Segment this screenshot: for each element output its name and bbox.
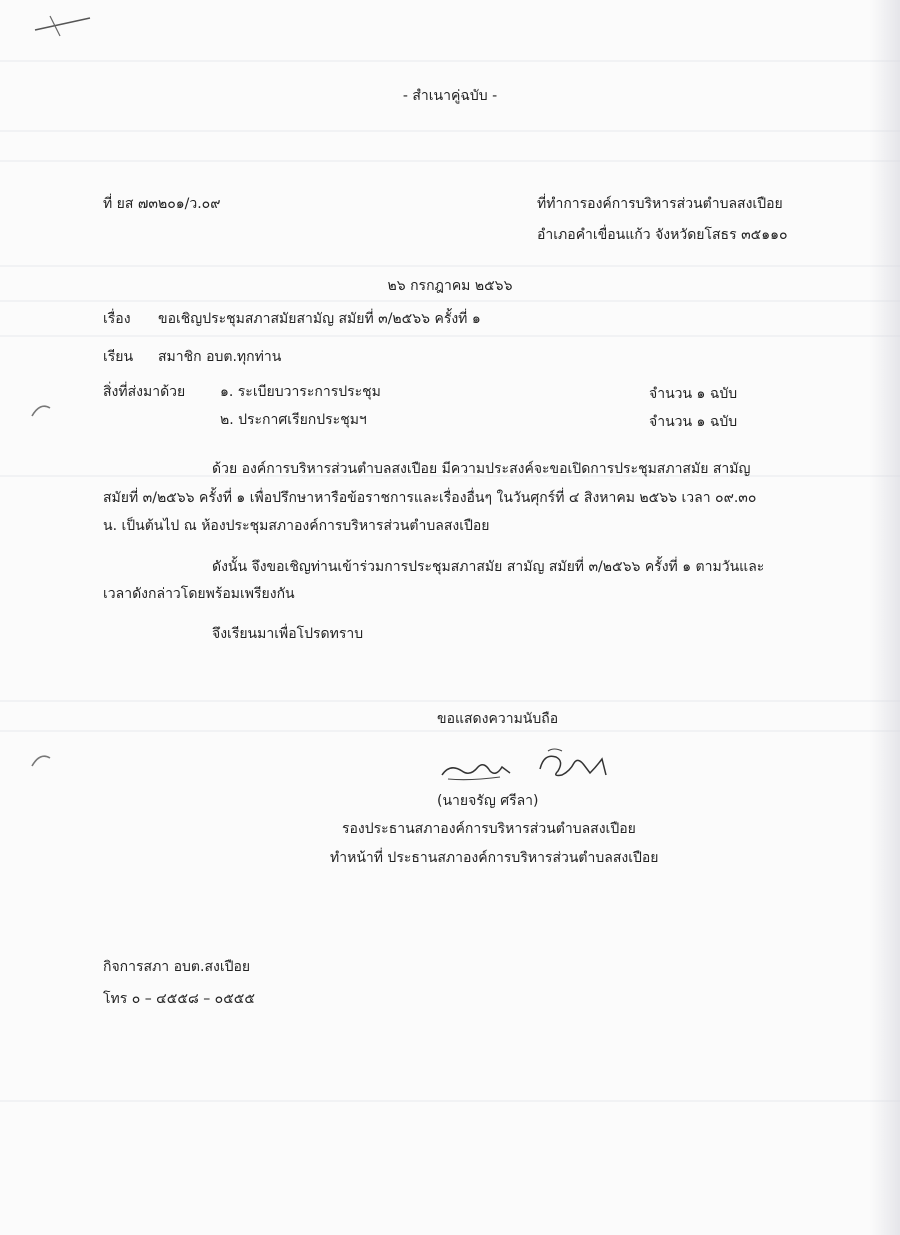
recipient-text: สมาชิก อบต.ทุกท่าน <box>158 349 282 365</box>
subject-label: เรื่อง <box>103 311 131 327</box>
signer-name: (นายจรัญ ศรีลา) <box>437 793 539 809</box>
footer-department: กิจการสภา อบต.สงเปือย <box>103 959 251 975</box>
enclosure-item: ๒. ประกาศเรียกประชุมฯ <box>220 412 367 428</box>
enclosure-quantity: จำนวน ๑ ฉบับ <box>649 386 738 402</box>
office-address-line2: อำเภอคำเขื่อนแก้ว จังหวัดยโสธร ๓๕๑๑๐ <box>537 227 788 243</box>
footer-telephone: โทร ๐ – ๔๕๕๘ – ๐๕๕๕ <box>103 991 255 1007</box>
punch-hole-mark <box>30 400 52 420</box>
scan-edge-shadow <box>870 0 900 1235</box>
subject-text: ขอเชิญประชุมสภาสมัยสามัญ สมัยที่ ๓/๒๕๖๖ ครั้งที่ ๑ <box>158 311 481 327</box>
body-paragraph-1-line: น. เป็นต้นไป ณ ห้องประชุมสภาองค์การบริหารส่วนตำบลสงเปือย <box>103 518 490 534</box>
body-paragraph-2-line: ดังนั้น จึงขอเชิญท่านเข้าร่วมการประชุมสภาสมัย สามัญ สมัยที่ ๓/๒๕๖๖ ครั้งที่ ๑ ตามวันและ <box>212 559 765 575</box>
handwritten-signature <box>440 745 620 785</box>
body-paragraph-2-line: เวลาดังกล่าวโดยพร้อมเพรียงกัน <box>103 586 295 602</box>
closing-phrase: ขอแสดงความนับถือ <box>437 711 559 727</box>
pen-stroke-mark <box>30 8 100 38</box>
office-address-line1: ที่ทำการองค์การบริหารส่วนตำบลสงเปือย <box>537 196 783 212</box>
signer-acting-position: ทำหน้าที่ ประธานสภาองค์การบริหารส่วนตำบลสงเปือย <box>330 850 659 866</box>
body-paragraph-1-line: ด้วย องค์การบริหารส่วนตำบลสงเปือย มีความประสงค์จะขอเปิดการประชุมสภาสมัย สามัญ <box>212 461 751 477</box>
punch-hole-mark <box>30 750 52 770</box>
document-number: ที่ ยส ๗๓๒๐๑/ว.๐๙ <box>103 196 221 212</box>
signer-position: รองประธานสภาองค์การบริหารส่วนตำบลสงเปือย <box>342 821 636 837</box>
recipient-label: เรียน <box>103 349 134 365</box>
letter-date: ๒๖ กรกฎาคม ๒๕๖๖ <box>387 278 513 294</box>
enclosure-quantity: จำนวน ๑ ฉบับ <box>649 414 738 430</box>
enclosures-label: สิ่งที่ส่งมาด้วย <box>103 384 186 400</box>
copy-header: - สำเนาคู่ฉบับ - <box>402 88 498 104</box>
body-paragraph-1-line: สมัยที่ ๓/๒๕๖๖ ครั้งที่ ๑ เพื่อปรึกษาหารือข้อราชการและเรื่องอื่นๆ ในวันศุกร์ที่ ๔ สิงหาคม ๒๕๖๖ เวลา ๐๙.๓๐ <box>103 490 757 506</box>
enclosure-item: ๑. ระเบียบวาระการประชุม <box>220 384 381 400</box>
body-paragraph-3: จึงเรียนมาเพื่อโปรดทราบ <box>212 626 364 642</box>
